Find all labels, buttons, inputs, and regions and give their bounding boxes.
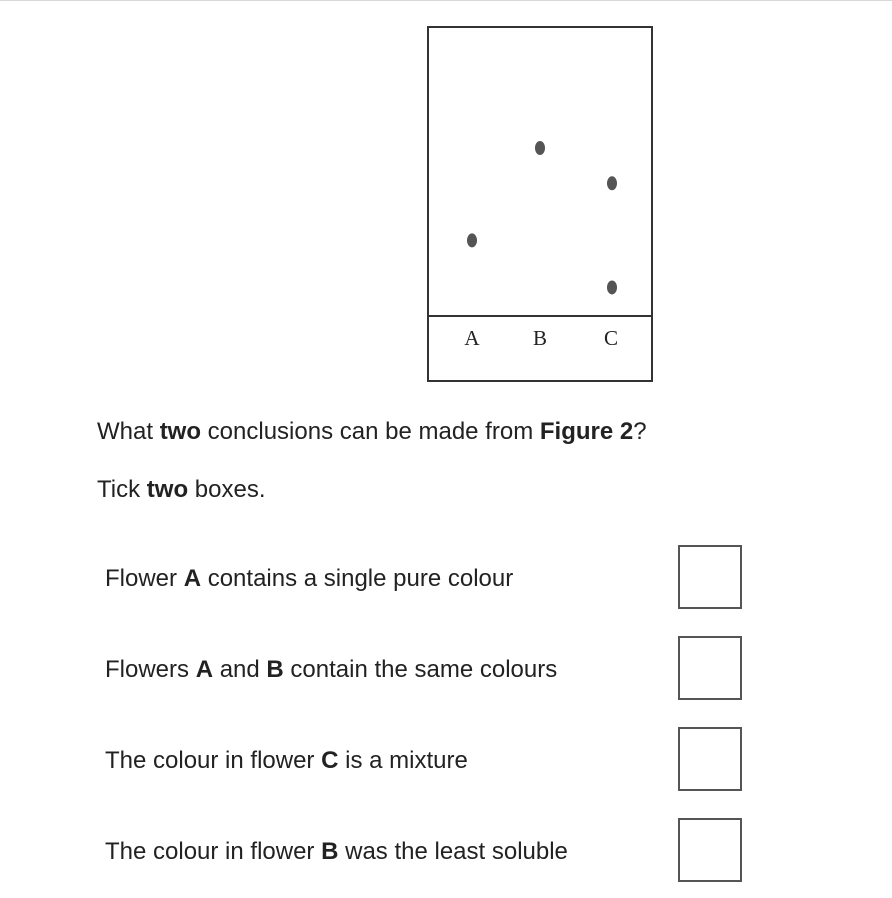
- option-2-checkbox[interactable]: [678, 636, 742, 700]
- lane-label-c: C: [603, 326, 619, 350]
- option-3-checkbox[interactable]: [678, 727, 742, 791]
- option-1-checkbox[interactable]: [678, 545, 742, 609]
- spot-c-3: [607, 176, 617, 190]
- option-4-checkbox[interactable]: [678, 818, 742, 882]
- question-prompt: What two conclusions can be made from Figure 2?: [97, 418, 647, 445]
- option-4-text: The colour in flower B was the least soluble: [105, 838, 568, 865]
- option-2-text: Flowers A and B contain the same colours: [105, 656, 558, 683]
- lane-label-a: A: [464, 326, 480, 350]
- spot-a-1: [467, 233, 477, 247]
- option-3-text: The colour in flower C is a mixture: [105, 747, 468, 774]
- chromatogram-figure: [427, 26, 653, 382]
- lane-label-b: B: [532, 326, 548, 350]
- page-top-rule: [0, 0, 892, 1]
- instruction: Tick two boxes.: [97, 476, 266, 503]
- spot-c-4: [607, 280, 617, 294]
- option-1-text: Flower A contains a single pure colour: [105, 565, 514, 592]
- chromatogram-svg: [427, 26, 653, 382]
- spot-b-2: [535, 141, 545, 155]
